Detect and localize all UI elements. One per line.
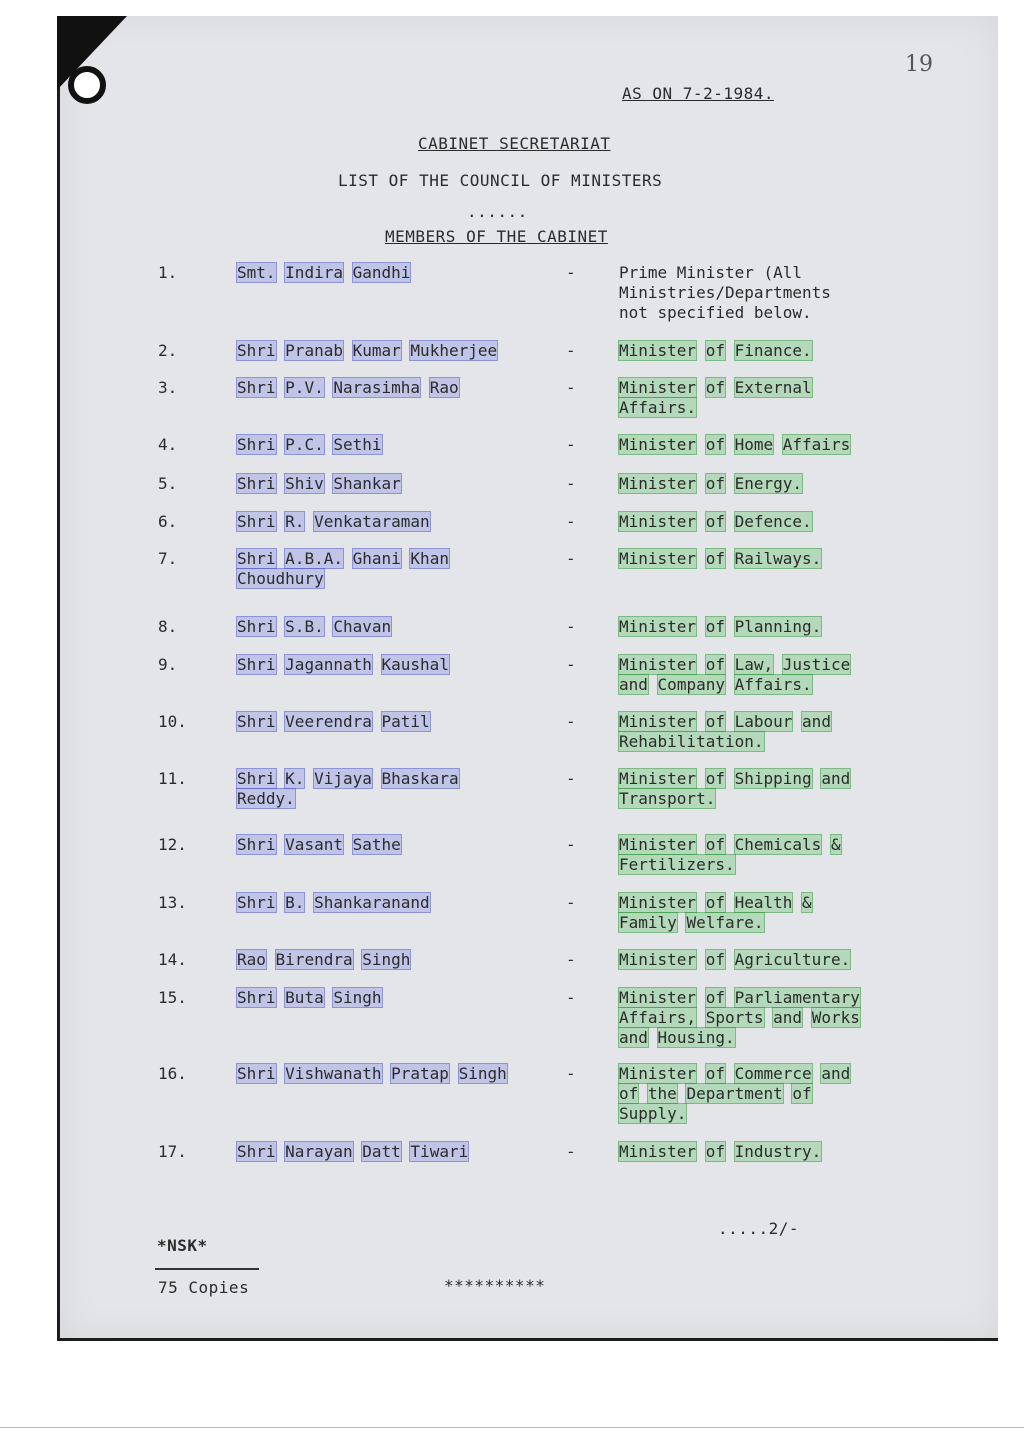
name-word: Datt [362, 1142, 401, 1161]
portfolio-word: Chemicals [734, 835, 822, 854]
row-dash: - [566, 988, 576, 1007]
name-word: Shri [237, 712, 276, 731]
member-name [237, 617, 557, 637]
portfolio-word: of [705, 474, 725, 493]
portfolio-word: Minister [619, 988, 697, 1007]
portfolio-word: of [705, 988, 725, 1007]
member-number: 3. [158, 378, 178, 397]
portfolio-word: Minister [619, 435, 697, 454]
name-word: Shri [237, 341, 276, 360]
name-word: R. [285, 512, 305, 531]
portfolio-word: External [734, 378, 812, 397]
name-word: Shiv [285, 474, 324, 493]
row-dash: - [566, 378, 576, 397]
portfolio-word: and [821, 769, 851, 788]
name-word: Vishwanath [285, 1064, 382, 1083]
name-word: Rao [429, 378, 459, 397]
portfolio-word: Department [686, 1084, 783, 1103]
name-word: P.C. [285, 435, 324, 454]
portfolio-word: Finance. [734, 341, 812, 360]
name-word: Venkataraman [314, 512, 430, 531]
portfolio-word: Planning. [734, 617, 822, 636]
member-name [237, 263, 557, 283]
portfolio-word: Labour [734, 712, 793, 731]
name-word: Buta [285, 988, 324, 1007]
member-portfolio [619, 712, 919, 752]
row-dash: - [566, 617, 576, 636]
portfolio-word: Affairs. [734, 675, 812, 694]
name-word: A.B.A. [285, 549, 343, 568]
name-word: Shankar [333, 474, 401, 493]
row-dash: - [566, 1142, 576, 1161]
name-word: P.V. [285, 378, 324, 397]
name-word: Kumar [352, 341, 401, 360]
row-dash: - [566, 512, 576, 531]
continued-marker: .....2/- [718, 1219, 800, 1238]
name-word: Kaushal [381, 655, 449, 674]
portfolio-word: and [619, 1028, 648, 1047]
portfolio-word: of [619, 1084, 639, 1103]
member-portfolio [619, 655, 919, 695]
page-number-stamp: 19 [905, 52, 933, 77]
member-name [237, 512, 557, 532]
portfolio-word: Agriculture. [734, 950, 851, 969]
member-number: 6. [158, 512, 178, 531]
office-heading: CABINET SECRETARIAT [418, 134, 611, 153]
member-portfolio [619, 769, 919, 809]
punch-hole [68, 66, 106, 104]
name-word: Shri [237, 988, 276, 1007]
list-title: LIST OF THE COUNCIL OF MINISTERS [338, 171, 663, 190]
portfolio-word: of [705, 655, 725, 674]
portfolio-word: Minister [619, 1142, 697, 1161]
portfolio-word: Minister [619, 474, 697, 493]
portfolio-word: of [705, 893, 725, 912]
portfolio-word: Minister [619, 617, 697, 636]
member-number: 4. [158, 435, 178, 454]
name-word: Narayan [285, 1142, 353, 1161]
portfolio-word: Minister [619, 835, 697, 854]
name-word: Shri [237, 435, 276, 454]
name-word: Shri [237, 512, 276, 531]
portfolio-word: Minister [619, 512, 697, 531]
member-name [237, 435, 557, 455]
portfolio-word: Affairs. [619, 398, 697, 417]
member-portfolio [619, 1142, 919, 1162]
portfolio-word: Minister [619, 950, 697, 969]
name-word: Khan [410, 549, 449, 568]
name-word: S.B. [285, 617, 324, 636]
name-word: Shri [237, 1142, 276, 1161]
portfolio-word: of [705, 378, 725, 397]
member-portfolio [619, 512, 919, 532]
portfolio-word: Law, [734, 655, 774, 674]
name-word: Vasant [285, 835, 343, 854]
name-word: Smt. [237, 263, 276, 282]
portfolio-word: Energy. [734, 474, 803, 493]
portfolio-word: Minister [619, 1064, 697, 1083]
name-word: Jagannath [285, 655, 372, 674]
portfolio-word: Minister [619, 712, 697, 731]
member-portfolio [619, 988, 919, 1048]
portfolio-word: Minister [619, 655, 697, 674]
name-word: K. [285, 769, 305, 788]
portfolio-word: Sports [705, 1008, 764, 1027]
portfolio-word: Minister [619, 549, 697, 568]
member-number: 12. [158, 835, 187, 854]
name-word: Shankaranand [314, 893, 430, 912]
member-portfolio [619, 435, 919, 455]
name-word: Sethi [333, 435, 382, 454]
member-portfolio [619, 549, 919, 569]
portfolio-word: Minister [619, 341, 697, 360]
portfolio-word: Railways. [734, 549, 822, 568]
name-word: Shri [237, 835, 276, 854]
name-word: Shri [237, 617, 276, 636]
name-word: Chavan [333, 617, 392, 636]
member-number: 1. [158, 263, 178, 282]
row-dash: - [566, 435, 576, 454]
member-name [237, 474, 557, 494]
portfolio-word: Health [734, 893, 793, 912]
portfolio-word: Shipping [734, 769, 812, 788]
portfolio-word: and [619, 675, 648, 694]
copies-count: 75 Copies [158, 1278, 250, 1297]
member-number: 5. [158, 474, 178, 493]
name-word: Sathe [352, 835, 401, 854]
member-portfolio [619, 617, 919, 637]
portfolio-word: Family [619, 913, 677, 932]
name-word: Choudhury [237, 569, 324, 588]
row-dash: - [566, 1064, 576, 1083]
portfolio-word: the [647, 1084, 677, 1103]
portfolio-word: of [705, 835, 725, 854]
row-dash: - [566, 950, 576, 969]
member-name [237, 378, 557, 398]
name-word: Vijaya [314, 769, 372, 788]
member-number: 7. [158, 549, 178, 568]
portfolio-word: Company [657, 675, 725, 694]
name-word: Tiwari [410, 1142, 469, 1161]
portfolio-word: & [802, 893, 812, 912]
row-dash: - [566, 712, 576, 731]
member-name [237, 988, 557, 1008]
member-portfolio [619, 341, 919, 361]
portfolio-word: Supply. [619, 1104, 687, 1123]
portfolio-word: & [830, 835, 841, 854]
name-word: Ghani [352, 549, 401, 568]
member-number: 17. [158, 1142, 187, 1161]
portfolio-word: Affairs [782, 435, 851, 454]
portfolio-word: Minister [619, 769, 697, 788]
page-border [0, 1427, 1024, 1428]
member-portfolio [619, 378, 919, 418]
row-dash: - [566, 893, 576, 912]
member-name [237, 712, 557, 732]
portfolio-word: Commerce [734, 1064, 812, 1083]
name-word: Shri [237, 893, 276, 912]
member-number: 16. [158, 1064, 187, 1083]
portfolio-word: of [705, 617, 725, 636]
row-dash: - [566, 474, 576, 493]
portfolio-word: Housing. [657, 1028, 735, 1047]
portfolio-word: Parliamentary [734, 988, 860, 1007]
portfolio-word: of [705, 512, 725, 531]
member-portfolio: Prime Minister (All Ministries/Departments not specified below. [619, 263, 831, 322]
row-dash: - [566, 835, 576, 854]
name-word: Singh [333, 988, 382, 1007]
document-date: AS ON 7-2-1984. [622, 84, 774, 103]
portfolio-word: Industry. [734, 1142, 822, 1161]
separator: ...... [467, 202, 528, 221]
name-word: Patil [381, 712, 430, 731]
member-name [237, 1064, 557, 1084]
row-dash: - [566, 769, 576, 788]
name-word: Pratap [391, 1064, 449, 1083]
portfolio-word: Fertilizers. [619, 855, 735, 874]
member-number: 9. [158, 655, 178, 674]
portfolio-word: Home [734, 435, 774, 454]
name-word: Gandhi [352, 263, 411, 282]
portfolio-word: of [705, 712, 725, 731]
member-name [237, 769, 557, 809]
row-dash: - [566, 263, 576, 282]
row-dash: - [566, 341, 576, 360]
portfolio-word: of [705, 950, 725, 969]
name-word: Mukherjee [410, 341, 498, 360]
member-number: 15. [158, 988, 187, 1007]
member-number: 11. [158, 769, 187, 788]
name-word: Narasimha [333, 378, 421, 397]
name-word: Singh [458, 1064, 507, 1083]
member-number: 10. [158, 712, 187, 731]
member-name [237, 893, 557, 913]
member-number: 2. [158, 341, 178, 360]
name-word: Shri [237, 474, 276, 493]
portfolio-word: of [705, 1064, 725, 1083]
member-portfolio [619, 1064, 919, 1124]
portfolio-word: Minister [619, 893, 697, 912]
portfolio-word: Rehabilitation. [619, 732, 764, 751]
member-number: 8. [158, 617, 178, 636]
member-name [237, 835, 557, 855]
portfolio-word: Welfare. [686, 913, 764, 932]
name-word: Shri [237, 378, 276, 397]
name-word: Pranab [285, 341, 343, 360]
name-word: Shri [237, 769, 276, 788]
portfolio-word: of [792, 1084, 812, 1103]
portfolio-word: and [821, 1064, 851, 1083]
portfolio-word: of [705, 341, 725, 360]
portfolio-word: Justice [782, 655, 851, 674]
name-word: Bhaskara [381, 769, 459, 788]
name-word: B. [285, 893, 305, 912]
name-word: Singh [362, 950, 411, 969]
member-portfolio [619, 950, 919, 970]
name-word: Veerendra [285, 712, 372, 731]
portfolio-word: Minister [619, 378, 697, 397]
footer-rule [155, 1268, 259, 1270]
member-name [237, 950, 557, 970]
portfolio-word: of [705, 1142, 725, 1161]
portfolio-word: and [773, 1008, 803, 1027]
member-number: 13. [158, 893, 187, 912]
portfolio-word: of [705, 769, 725, 788]
name-word: Shri [237, 655, 276, 674]
portfolio-word: Transport. [619, 789, 716, 808]
member-name [237, 1142, 557, 1162]
name-word: Birendra [275, 950, 353, 969]
initials: *NSK* [157, 1236, 208, 1255]
member-portfolio [619, 835, 919, 875]
row-dash: - [566, 549, 576, 568]
portfolio-word: of [705, 435, 725, 454]
member-portfolio [619, 474, 919, 494]
footer-stars: ********** [444, 1276, 546, 1295]
portfolio-word: Affairs, [619, 1008, 697, 1027]
name-word: Shri [237, 549, 276, 568]
member-portfolio [619, 893, 919, 933]
name-word: Reddy. [237, 789, 295, 808]
name-word: Rao [237, 950, 266, 969]
section-heading: MEMBERS OF THE CABINET [385, 227, 608, 246]
member-number: 14. [158, 950, 187, 969]
name-word: Indira [285, 263, 343, 282]
member-name [237, 655, 557, 675]
portfolio-word: Works [811, 1008, 860, 1027]
portfolio-word: Defence. [734, 512, 812, 531]
portfolio-word: and [802, 712, 831, 731]
row-dash: - [566, 655, 576, 674]
member-name [237, 341, 557, 361]
member-name [237, 549, 557, 589]
name-word: Shri [237, 1064, 276, 1083]
portfolio-word: of [705, 549, 725, 568]
